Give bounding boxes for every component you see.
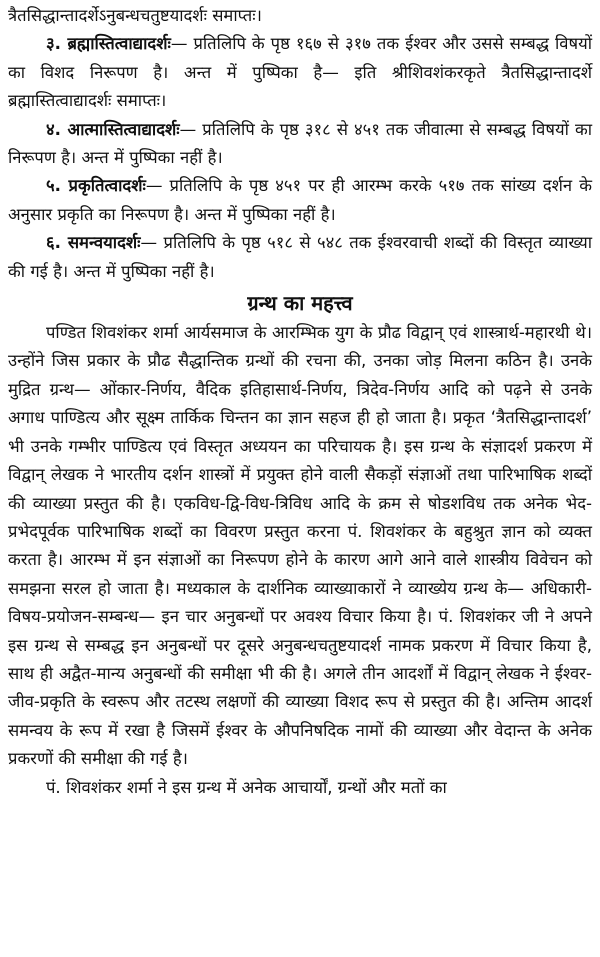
- section-prakriti: [8, 172, 592, 229]
- body-paragraph: पण्डित शिवशंकर शर्मा आर्यसमाज के आरम्भिक युग के प्रौढ विद्वान् एवं शास्त्रार्थ-महारथी थे। उन्होंने जिस प्रकार के प्रौढ सैद्धान्तिक ग्रन्थों की रचना की, उनका जोड़ मिलना कठिन है। उनके मुद्रित ग्रन्थ— ओंकार-निर्णय, वैदिक इतिहासार्थ-निर्णय, त्रिदेव-निर्णय आदि को पढ़ने से उनके अगाध पाण्डित्य और सूक्ष्म तार्किक चिन्तन का ज्ञान सहज ही हो जाता है। प्रकृत ‘त्रैतसिद्धान्तादर्श’ भी उनके गम्भीर पाण्डित्य एवं विस्तृत अध्ययन का परिचायक है। इस ग्रन्थ के संज्ञादर्श प्रकरण में विद्वान् लेखक ने भारतीय दर्शन शास्त्रों में प्रयुक्त होने वाली सैकड़ों संज्ञाओं तथा पारिभाषिक शब्दों की व्याख्या प्रस्तुत की है। एकविध-द्वि-विध-त्रिविध आदि के क्रम से षोडशविध तक अनेक भेद-प्रभेदपूर्वक पारिभाषिक शब्दों का विवरण प्रस्तुत करना पं. शिवशंकर के बहुश्रुत ज्ञान को व्यक्त करता है। आरम्भ में इन संज्ञाओं का निरूपण होने के कारण आगे आने वाले शास्त्रीय विवेचन को समझना सरल हो जाता है। मध्यकाल के दार्शनिक व्याख्याकारों ने व्याख्येय ग्रन्थ के— अधिकारी-विषय-प्रयोजन-सम्बन्ध— इन चार अनुबन्धों पर अवश्य विचार किया है। पं. शिवशंकर जी ने अपने इस ग्रन्थ से सम्बद्ध इन अनुबन्धों पर दूसरे अनुबन्धचतुष्टयादर्श नामक प्रकरण में विचार किया है, साथ ही अद्वैत-मान्य अनुबन्धों की समीक्षा भी की है। अगले तीन आदर्शों में विद्वान् लेखक ने ईश्वर-जीव-प्रकृति के स्वरूप और तटस्थ लक्षणों की व्याख्या विशद रूप से प्रस्तुत की है। अन्तिम आदर्श समन्वय के रूप में रखा है जिसमें ईश्वर के औपनिषदिक नामों की व्याख्या और वेदान्त के अनेक प्रकरणों की समीक्षा की गई है।: [8, 323, 592, 769]
- body-paragraph-continued: पं. शिवशंकर शर्मा ने इस ग्रन्थ में अनेक आचार्यों, ग्रन्थों और मतों का: [46, 777, 447, 797]
- section-samanvaya: [8, 229, 592, 286]
- section-title: ३. ब्रह्मास्तित्वाद्यादर्शः: [46, 34, 171, 54]
- section-text: — प्रतिलिपि के पृष्ठ ४५१ पर ही आरम्भ करके ५१७ तक सांख्य दर्शन के अनुसार प्रकृति का निरूपण है। अन्त में पुष्पिका नहीं है।: [8, 176, 592, 224]
- section-brahmastitva: [8, 30, 592, 115]
- section-text: — प्रतिलिपि के पृष्ठ ५१८ से ५४८ तक ईश्वरवाची शब्दों की विस्तृत व्याख्या की गई है। अन्त में पुष्पिका नहीं है।: [8, 233, 593, 281]
- section-text: — प्रतिलिपि के पृष्ठ ३१८ से ४५१ तक जीवात्मा से सम्बद्ध विषयों का निरूपण है। अन्त में पुष्पिका नहीं है।: [8, 119, 592, 168]
- section-atmastitva: [8, 116, 592, 173]
- text-line-end-of-section: त्रैतसिद्धान्तादर्शेऽनुबन्धचतुष्टयादर्शः समाप्तः।: [8, 6, 262, 25]
- section-title: ५. प्रकृतित्वादर्शः: [46, 176, 146, 196]
- section-heading: ग्रन्थ का महत्त्व: [247, 291, 353, 316]
- section-text: — प्रतिलिपि के पृष्ठ १६७ से ३१७ तक ईश्वर और उससे सम्बद्ध विषयों का विशद निरूपण है। अन्त में पुष्पिका है— इति श्रीशिवशंकरकृते त्रैतसिद्धान्तादर्शे ब्रह्मास्तित्वाद्यादर्शः समाप्तः।: [8, 34, 592, 111]
- section-title: ४. आत्मास्तित्वाद्यादर्शः: [46, 119, 180, 139]
- section-title: ६. समन्वयादर्शः: [46, 233, 141, 253]
